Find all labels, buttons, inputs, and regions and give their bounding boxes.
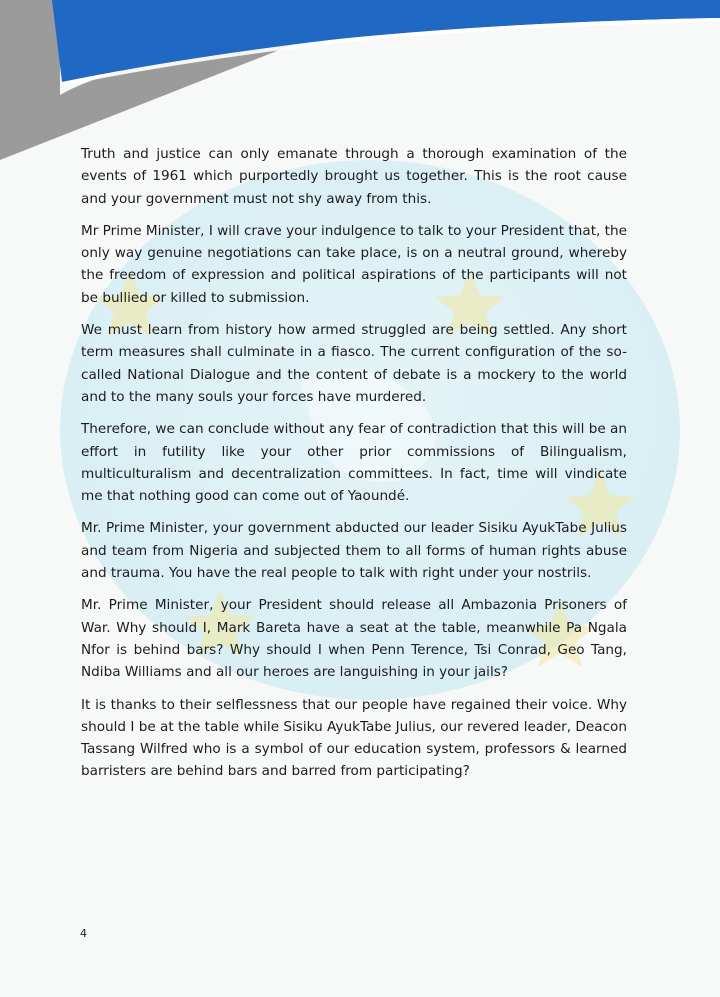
paragraph: Mr Prime Minister, I will crave your indulgence to talk to your President that, the only way genuine negotiations can take place, is on a neutral ground, whereby the freedom of expression and political aspirations of the participants will not be bullied or killed to submission. [81,222,627,306]
letter-body [81,143,627,793]
paragraph: Therefore, we can conclude without any fear of contradiction that this will be an effort in futility like your other prior commissions of Bilingualism, multiculturalism and decentralization committees. In fact, time will vindicate me that nothing good can come out of Yaoundé. [81,421,627,505]
paragraph: We must learn from history how armed struggled are being settled. Any short term measures shall culminate in a fiasco. The current configuration of the so-called National Dialogue and the content of debate is a mockery to the world and to the many souls your forces have murdered. [81,322,627,405]
page-number: 4 [80,927,87,940]
paragraph: Truth and justice can only emanate through a thorough examination of the events of 1961 which purportedly brought us together. This is the root cause and your government must not shy away from this. [81,146,627,207]
paragraph: Mr. Prime Minister, your President should release all Ambazonia Prisoners of War. Why should I, Mark Bareta have a seat at the table, meanwhile Pa Ngala Nfor is behind bars? Why should I when Penn Terence, Tsi Conrad, Geo Tang, Ndiba Williams and all our heroes are languishing in your jails? [81,597,627,681]
paragraph: Mr. Prime Minister, your government abducted our leader Sisiku AyukTabe Julius and team from Nigeria and subjected them to all forms of human rights abuse and trauma. You have the real people to talk with right under your nostrils. [81,520,627,582]
paragraph: It is thanks to their selflessness that our people have regained their voice. Why should I be at the table while Sisiku AyukTabe Julius, our revered leader, Deacon Tassang Wilfred who is a symbol of our education system, professors & learned barristers are behind bars and barred from participating? [81,696,627,780]
